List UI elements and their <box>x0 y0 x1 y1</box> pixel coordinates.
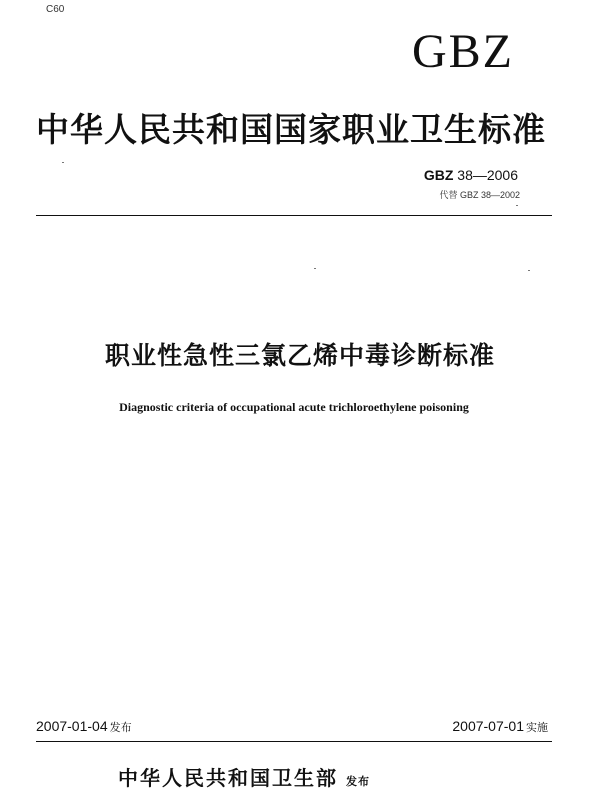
issue-date-value: 2007-01-04 <box>36 718 108 734</box>
publisher-label: 发布 <box>346 775 370 788</box>
replaces-note: 代替 GBZ 38—2002 <box>439 190 520 200</box>
standard-number <box>424 167 518 183</box>
scan-speck <box>516 205 518 206</box>
publisher <box>118 762 370 791</box>
publisher-name: 中华人民共和国卫生部 <box>118 766 338 790</box>
standard-prefix: GBZ <box>423 167 454 183</box>
gbz-logo: GBZ <box>412 25 514 78</box>
issue-date <box>36 718 132 735</box>
header-divider <box>36 215 552 216</box>
implementation-date <box>452 718 548 735</box>
implementation-date-value: 2007-07-01 <box>452 718 524 734</box>
organization-title: 中华人民共和国国家职业卫生标准 <box>36 110 546 149</box>
document-subtitle: Diagnostic criteria of occupational acute trichloroethylene poisoning <box>119 400 469 414</box>
catalog-code: C60 <box>46 4 65 15</box>
standard-code: 38—2006 <box>457 167 518 183</box>
issue-label: 发布 <box>109 722 132 734</box>
document-title: 职业性急性三氯乙烯中毒诊断标准 <box>104 341 495 370</box>
scan-speck <box>314 268 316 269</box>
scan-speck <box>528 270 530 271</box>
footer-divider <box>36 741 552 742</box>
implementation-label: 实施 <box>526 722 548 734</box>
scan-speck <box>62 162 64 163</box>
